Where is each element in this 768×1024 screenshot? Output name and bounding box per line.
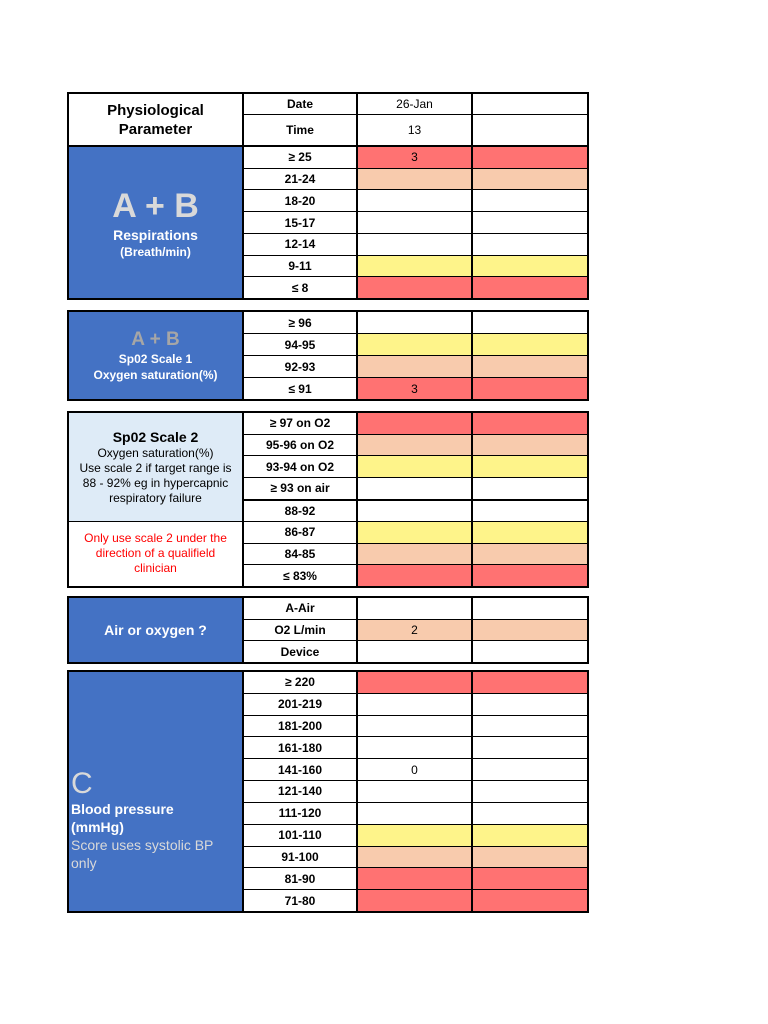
spo2-scale2-row <box>244 435 587 457</box>
spo2-scale2-line1: Oxygen saturation(%) <box>97 446 214 460</box>
respirations-row-label: 15-17 <box>244 212 358 233</box>
blood-pressure-score-cell[interactable] <box>358 694 473 715</box>
air-oxygen-score-cell[interactable] <box>358 598 473 619</box>
air-oxygen-row-label: O2 L/min <box>244 620 358 641</box>
spo2-scale1-score-cell-2[interactable] <box>473 378 587 399</box>
blood-pressure-score-cell-2[interactable] <box>473 847 587 868</box>
blood-pressure-row <box>244 759 587 781</box>
spo2-scale1-score-cell-2[interactable] <box>473 312 587 333</box>
air-oxygen-row <box>244 641 587 662</box>
air-oxygen-score-cell-2[interactable] <box>473 598 587 619</box>
blood-pressure-title-line2: (mmHg) <box>71 819 124 835</box>
spo2-scale1-label-cell <box>69 312 244 399</box>
time-value[interactable]: 13 <box>358 115 473 145</box>
respirations-score-cell[interactable] <box>358 256 473 277</box>
air-oxygen-row-label: Device <box>244 641 358 662</box>
blood-pressure-row-label: 101-110 <box>244 825 358 846</box>
spo2-scale2-score-cell[interactable] <box>358 544 473 565</box>
respirations-score-cell-2[interactable] <box>473 190 587 211</box>
spo2-scale2-warning-line3: clinician <box>134 561 177 575</box>
blood-pressure-score-cell[interactable] <box>358 847 473 868</box>
blood-pressure-row-label: ≥ 220 <box>244 672 358 693</box>
respirations-row <box>244 190 587 212</box>
spo2-scale2-score-cell-2[interactable] <box>473 456 587 477</box>
blood-pressure-score-cell[interactable] <box>358 825 473 846</box>
spo2-scale2-line4: respiratory failure <box>109 491 202 505</box>
spo2-scale2-row-label: ≤ 83% <box>244 565 358 586</box>
spo2-scale1-score-cell[interactable] <box>358 334 473 355</box>
blood-pressure-row-label: 111-120 <box>244 803 358 824</box>
air-oxygen-score-cell-2[interactable] <box>473 620 587 641</box>
spo2-scale2-row <box>244 565 587 586</box>
spo2-scale1-line2: Oxygen saturation(%) <box>93 367 218 382</box>
blood-pressure-row <box>244 781 587 803</box>
blood-pressure-row-label: 91-100 <box>244 847 358 868</box>
date-label: Date <box>244 94 358 114</box>
blood-pressure-row <box>244 890 587 911</box>
spo2-scale2-row-label: 88-92 <box>244 501 358 522</box>
blood-pressure-score-cell[interactable] <box>358 672 473 693</box>
spo2-scale2-score-cell-2[interactable] <box>473 544 587 565</box>
spo2-scale2-warning <box>69 521 242 586</box>
blood-pressure-row-label: 181-200 <box>244 716 358 737</box>
spo2-scale2-warning-line2: direction of a qualifield <box>95 546 216 560</box>
blood-pressure-score-cell-2[interactable] <box>473 781 587 802</box>
respirations-row <box>244 277 587 298</box>
spo2-scale2-row-label: ≥ 93 on air <box>244 478 358 499</box>
spo2-scale2-label-cell <box>69 413 244 586</box>
spo2-scale2-row-label: 93-94 on O2 <box>244 456 358 477</box>
spo2-scale1-row <box>244 378 587 399</box>
respirations-subtitle: (Breath/min) <box>120 244 191 259</box>
date-row <box>244 94 587 115</box>
spo2-scale2-warning-line1: Only use scale 2 under the <box>84 531 227 545</box>
respirations-score-cell-2[interactable] <box>473 169 587 190</box>
air-oxygen-score-cell[interactable] <box>358 641 473 662</box>
air-oxygen-score-cell-2[interactable] <box>473 641 587 662</box>
blood-pressure-section <box>67 670 589 913</box>
respirations-row <box>244 147 587 169</box>
respirations-section <box>67 145 589 300</box>
blood-pressure-score-cell[interactable] <box>358 803 473 824</box>
spo2-scale2-section <box>67 411 589 588</box>
respirations-row <box>244 234 587 256</box>
spo2-scale1-row-label: ≥ 96 <box>244 312 358 333</box>
spo2-scale2-score-cell[interactable] <box>358 435 473 456</box>
spo2-scale1-row <box>244 356 587 378</box>
blood-pressure-score-cell-2[interactable] <box>473 737 587 758</box>
spo2-scale2-score-cell-2[interactable] <box>473 478 587 499</box>
header-title-line2: Parameter <box>118 120 193 138</box>
spo2-scale2-score-cell-2[interactable] <box>473 565 587 586</box>
blood-pressure-score-cell-2[interactable] <box>473 868 587 889</box>
respirations-row <box>244 212 587 234</box>
blood-pressure-row-label: 71-80 <box>244 890 358 911</box>
spo2-scale1-score-cell[interactable] <box>358 312 473 333</box>
respirations-score-cell-2[interactable] <box>473 234 587 255</box>
header-title-line1: Physiological <box>107 101 204 119</box>
blood-pressure-score-cell-2[interactable] <box>473 759 587 780</box>
spo2-scale2-score-cell[interactable] <box>358 478 473 499</box>
spo2-scale2-row-label: 84-85 <box>244 544 358 565</box>
spo2-scale2-score-cell[interactable] <box>358 565 473 586</box>
spo2-scale2-info <box>69 413 242 522</box>
spo2-scale2-score-cell[interactable] <box>358 522 473 543</box>
respirations-row-label: ≥ 25 <box>244 147 358 168</box>
respirations-score-cell[interactable] <box>358 190 473 211</box>
blood-pressure-row <box>244 803 587 825</box>
spo2-scale1-line1: Sp02 Scale 1 <box>118 351 193 366</box>
respirations-row <box>244 169 587 191</box>
spo2-scale1-score-cell-2[interactable] <box>473 356 587 377</box>
blood-pressure-row <box>244 694 587 716</box>
spo2-scale1-row <box>244 312 587 334</box>
spo2-scale2-row <box>244 413 587 435</box>
respirations-score-cell[interactable] <box>358 277 473 298</box>
blood-pressure-label-cell <box>69 672 244 911</box>
blood-pressure-score-cell-2[interactable] <box>473 672 587 693</box>
spo2-scale2-score-cell[interactable] <box>358 501 473 522</box>
respirations-score-cell-2[interactable] <box>473 212 587 233</box>
spo2-scale2-row <box>244 478 587 501</box>
blood-pressure-score-cell[interactable] <box>358 868 473 889</box>
date-value[interactable]: 26-Jan <box>358 94 473 114</box>
spo2-scale2-row <box>244 456 587 478</box>
blood-pressure-sub-line1: Score uses systolic BP <box>71 837 214 853</box>
blood-pressure-row <box>244 825 587 847</box>
spo2-scale2-title: Sp02 Scale 2 <box>112 429 199 445</box>
blood-pressure-score-cell-2[interactable] <box>473 803 587 824</box>
spo2-scale1-score-cell[interactable]: 3 <box>358 378 473 399</box>
blood-pressure-row-label: 161-180 <box>244 737 358 758</box>
spo2-scale1-score-cell[interactable] <box>358 356 473 377</box>
spo2-scale2-score-cell[interactable] <box>358 413 473 434</box>
blood-pressure-score-cell[interactable]: 0 <box>358 759 473 780</box>
blood-pressure-score-cell[interactable] <box>358 890 473 911</box>
spo2-scale2-row <box>244 522 587 544</box>
spo2-scale2-row <box>244 501 587 523</box>
date-value-2[interactable] <box>473 94 587 114</box>
spo2-scale2-score-cell-2[interactable] <box>473 435 587 456</box>
blood-pressure-row-label: 201-219 <box>244 694 358 715</box>
spo2-scale1-score-cell-2[interactable] <box>473 334 587 355</box>
time-label: Time <box>244 115 358 145</box>
header-section <box>67 92 589 146</box>
respirations-row-label: 9-11 <box>244 256 358 277</box>
blood-pressure-row <box>244 716 587 738</box>
time-row <box>244 115 587 145</box>
blood-pressure-score-cell[interactable] <box>358 737 473 758</box>
spo2-scale2-score-cell-2[interactable] <box>473 522 587 543</box>
respirations-score-cell[interactable]: 3 <box>358 147 473 168</box>
respirations-row-label: 21-24 <box>244 169 358 190</box>
spo2-scale2-row-label: 86-87 <box>244 522 358 543</box>
blood-pressure-score-cell[interactable] <box>358 781 473 802</box>
spo2-scale2-line3: 88 - 92% eg in hypercapnic <box>82 476 229 490</box>
respirations-score-cell-2[interactable] <box>473 256 587 277</box>
blood-pressure-row <box>244 847 587 869</box>
respirations-heading: A + B <box>112 186 199 225</box>
spo2-scale2-score-cell-2[interactable] <box>473 413 587 434</box>
blood-pressure-row-label: 141-160 <box>244 759 358 780</box>
blood-pressure-score-cell-2[interactable] <box>473 694 587 715</box>
spo2-scale2-row-label: ≥ 97 on O2 <box>244 413 358 434</box>
respirations-row <box>244 256 587 278</box>
air-oxygen-row-label: A-Air <box>244 598 358 619</box>
blood-pressure-row-label: 81-90 <box>244 868 358 889</box>
spo2-scale2-row-label: 95-96 on O2 <box>244 435 358 456</box>
air-oxygen-row <box>244 620 587 642</box>
respirations-score-cell-2[interactable] <box>473 147 587 168</box>
respirations-score-cell[interactable] <box>358 234 473 255</box>
blood-pressure-title-line1: Blood pressure <box>71 801 174 817</box>
spo2-scale1-section <box>67 310 589 401</box>
air-oxygen-row <box>244 598 587 620</box>
air-oxygen-section <box>67 596 589 664</box>
blood-pressure-row <box>244 737 587 759</box>
blood-pressure-sub-line2: only <box>71 855 97 871</box>
respirations-row-label: 12-14 <box>244 234 358 255</box>
spo2-scale1-row-label: 92-93 <box>244 356 358 377</box>
respirations-row-label: 18-20 <box>244 190 358 211</box>
air-oxygen-title: Air or oxygen ? <box>104 622 207 638</box>
respirations-score-cell-2[interactable] <box>473 277 587 298</box>
blood-pressure-row <box>244 868 587 890</box>
spo2-scale2-line2: Use scale 2 if target range is <box>79 461 232 475</box>
spo2-scale1-row-label: 94-95 <box>244 334 358 355</box>
spo2-scale1-row <box>244 334 587 356</box>
air-oxygen-label-cell <box>69 598 244 662</box>
header-title-cell <box>69 94 244 145</box>
blood-pressure-row <box>244 672 587 694</box>
respirations-score-cell[interactable] <box>358 212 473 233</box>
spo2-scale1-heading: A + B <box>131 328 180 350</box>
blood-pressure-score-cell-2[interactable] <box>473 890 587 911</box>
air-oxygen-score-cell[interactable]: 2 <box>358 620 473 641</box>
spo2-scale1-row-label: ≤ 91 <box>244 378 358 399</box>
spo2-scale2-row <box>244 544 587 566</box>
respirations-score-cell[interactable] <box>358 169 473 190</box>
blood-pressure-score-cell-2[interactable] <box>473 716 587 737</box>
blood-pressure-score-cell-2[interactable] <box>473 825 587 846</box>
blood-pressure-heading: C <box>71 767 93 800</box>
respirations-row-label: ≤ 8 <box>244 277 358 298</box>
blood-pressure-score-cell[interactable] <box>358 716 473 737</box>
spo2-scale2-score-cell[interactable] <box>358 456 473 477</box>
time-value-2[interactable] <box>473 115 587 145</box>
respirations-title: Respirations <box>113 226 198 243</box>
blood-pressure-row-label: 121-140 <box>244 781 358 802</box>
respirations-label-cell <box>69 147 244 298</box>
spo2-scale2-score-cell-2[interactable] <box>473 501 587 522</box>
